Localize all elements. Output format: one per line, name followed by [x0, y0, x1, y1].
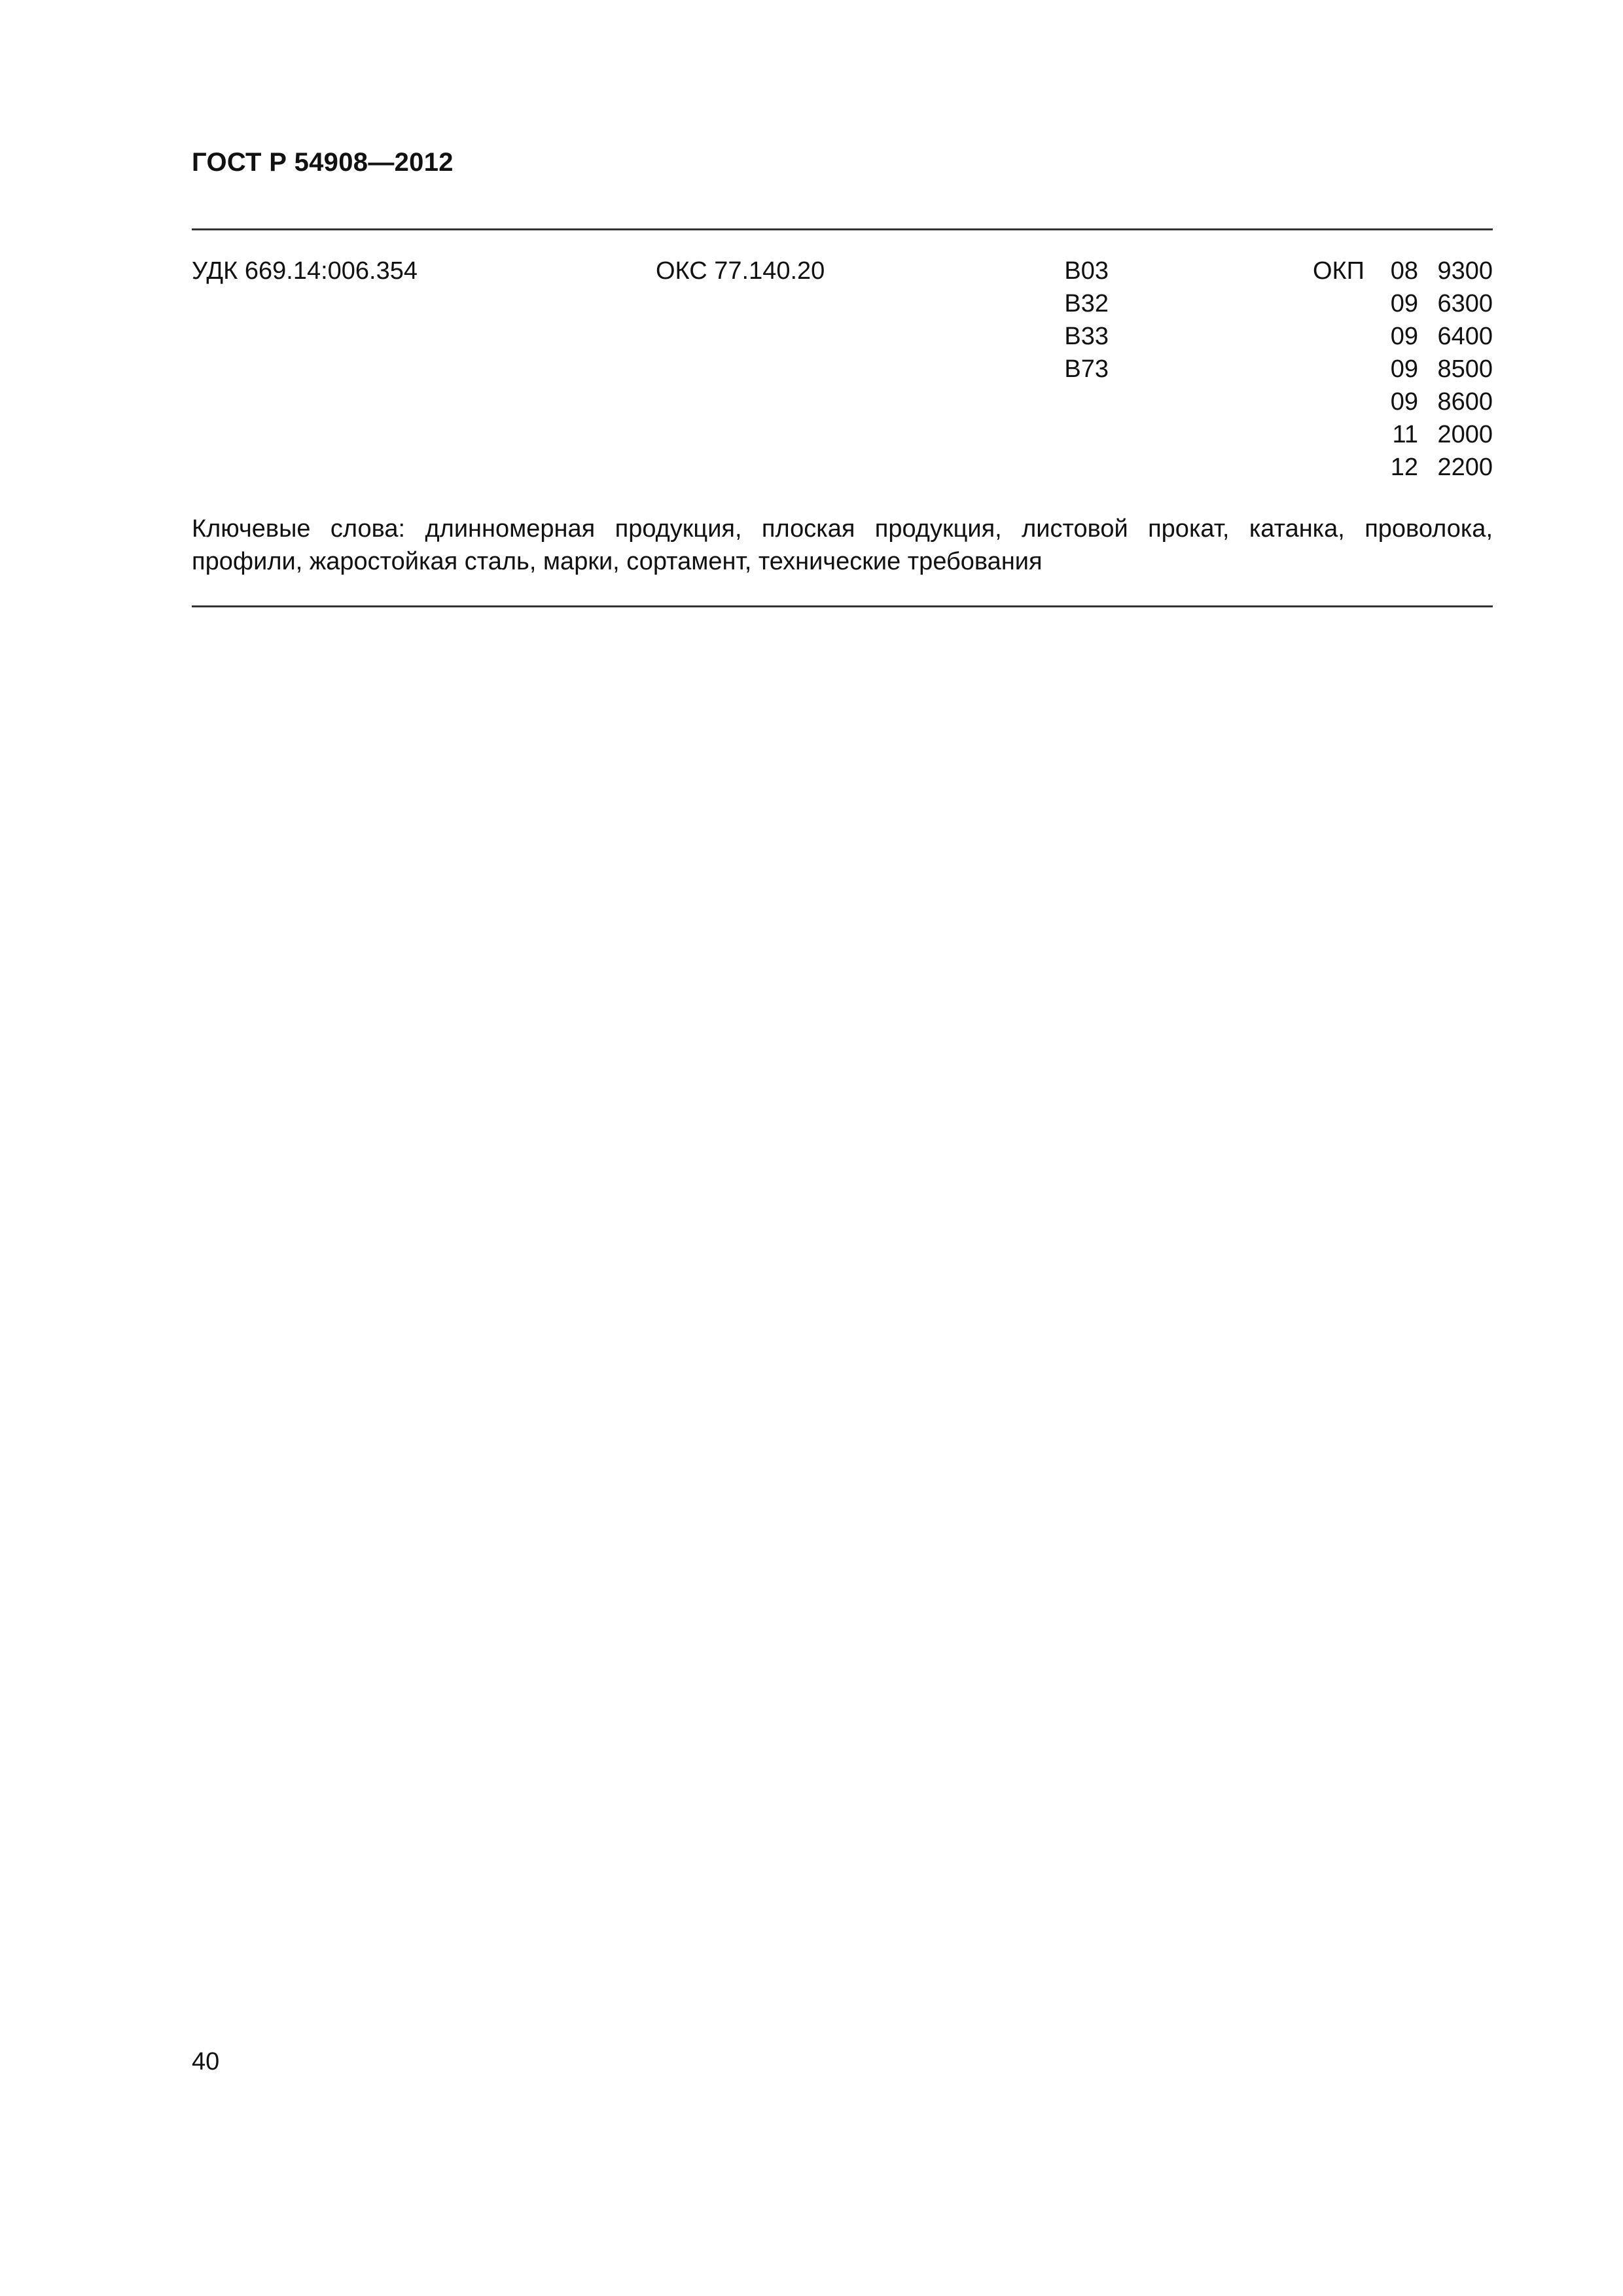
- okp-group: 09: [1390, 290, 1418, 317]
- page-number: 40: [192, 2048, 220, 2075]
- keywords-paragraph: Ключевые слова: длинномерная продукция, плоская продукция, листовой прокат, катанка, проволока, профили, жаростойкая сталь, марки, сортамент, технические требования: [192, 515, 1493, 575]
- okp-group: 09: [1390, 323, 1418, 350]
- okp-group: 09: [1390, 388, 1418, 416]
- okp-row: [1243, 418, 1493, 451]
- okp-number: 8600: [1437, 388, 1493, 416]
- bottom-divider: [192, 605, 1493, 607]
- okp-number: 6300: [1437, 290, 1493, 317]
- okp-group: 08: [1390, 257, 1418, 285]
- okp-row: [1243, 320, 1493, 353]
- okp-number: 9300: [1437, 257, 1493, 285]
- okp-group: 12: [1390, 454, 1418, 481]
- b-code: В33: [1064, 323, 1109, 350]
- b-code: В73: [1064, 355, 1109, 383]
- udk-code: УДК 669.14:006.354: [192, 257, 418, 285]
- okp-row: [1243, 451, 1493, 484]
- oks-code: ОКС 77.140.20: [656, 257, 825, 285]
- okp-group: 09: [1390, 355, 1418, 383]
- okp-row: [1243, 287, 1493, 320]
- b-codes-list: [1056, 255, 1109, 386]
- document-header: ГОСТ Р 54908—2012: [192, 148, 454, 177]
- okp-row: [1243, 255, 1493, 287]
- okp-number: 8500: [1437, 355, 1493, 383]
- okp-row: [1243, 353, 1493, 386]
- b-code: В03: [1064, 257, 1109, 285]
- okp-codes-list: [1243, 255, 1493, 484]
- okp-group: 11: [1392, 421, 1418, 448]
- okp-label: ОКП: [1312, 257, 1364, 285]
- okp-number: 2200: [1437, 454, 1493, 481]
- b-code: В32: [1064, 290, 1109, 317]
- top-divider: [192, 228, 1493, 230]
- okp-number: 6400: [1437, 323, 1493, 350]
- okp-number: 2000: [1437, 421, 1493, 448]
- okp-row: [1243, 386, 1493, 418]
